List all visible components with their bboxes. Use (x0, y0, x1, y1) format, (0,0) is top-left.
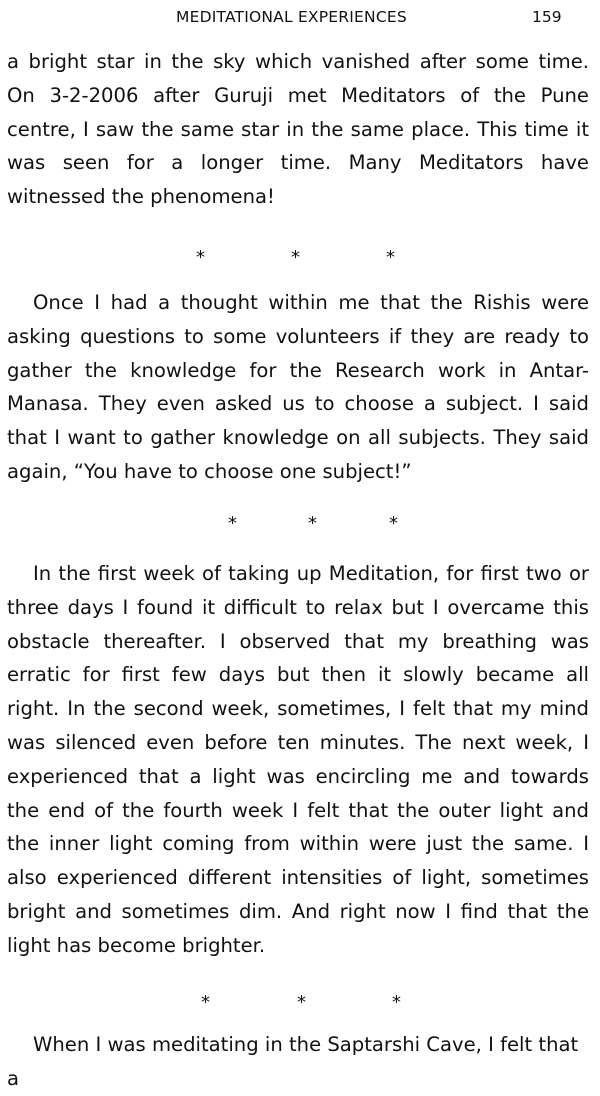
section-separator (0, 248, 600, 268)
separator-asterisk: * (228, 513, 237, 534)
separator-asterisk: * (196, 247, 205, 268)
section-separator (0, 993, 600, 1013)
running-header (0, 6, 600, 30)
section-separator (0, 514, 600, 534)
separator-asterisk: * (201, 992, 210, 1013)
separator-asterisk: * (308, 513, 317, 534)
separator-asterisk: * (392, 992, 401, 1013)
separator-asterisk: * (389, 513, 398, 534)
paragraph-continued: a bright star in the sky which vanished after some time. On 3-2-2006 after Guruji met Meditators of the Pune centre, I saw the same star in the same place. This time it was seen for a longer time. Many Meditators have witnessed the phenomena! (7, 50, 589, 209)
paragraph-rishis: Once I had a thought within me that the Rishis were asking questions to some volunteers if they are ready to gather the knowledge for the Research work in Antar-Manasa. They even asked us to choose a subject. I said that I want to gather knowledge on all subjects. They said again, “You have to choose one subject!” (7, 291, 589, 483)
paragraph-saptarshi-cave: When I was meditating in the Saptarshi Cave, I felt that a (7, 1033, 579, 1090)
separator-asterisk: * (297, 992, 306, 1013)
separator-asterisk: * (386, 247, 395, 268)
chapter-title: MEDITATIONAL EXPERIENCES (176, 8, 407, 26)
separator-asterisk: * (291, 247, 300, 268)
paragraph-first-week: In the first week of taking up Meditation, for first two or three days I found it difficult to relax but I overcame this obstacle thereafter. I observed that my breathing was erratic for first few days but then it slowly became all right. In the second week, sometimes, I felt that my mind was silenced even before ten minutes. The next week, I experienced that a light was encircling me and towards the end of the fourth week I felt that the outer light and the inner light coming from within were just the same. I also experienced different intensities of light, sometimes bright and sometimes dim. And right now I find that the light has become brighter. (7, 562, 589, 957)
page-number: 159 (532, 8, 562, 26)
